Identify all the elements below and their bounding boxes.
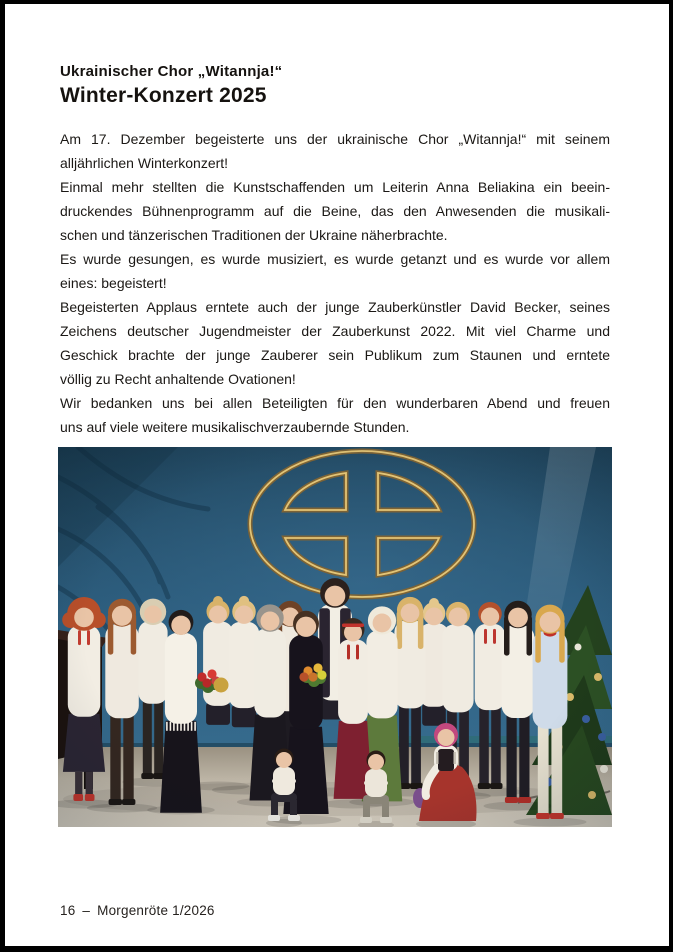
article-body	[60, 127, 610, 439]
body-line: Am 17. Dezember begeisterte uns der ukrainische Chor „Witannja!“ mit seinem	[60, 131, 610, 147]
footer-separator: –	[82, 903, 91, 918]
article-kicker: Ukrainischer Chor „Witannja!“	[60, 63, 283, 80]
body-line: uns auf viele weitere musikalischverzaubernde Stunden.	[60, 419, 410, 435]
body-line: Einmal mehr stellten die Kunstschaffenden um Leiterin Anna Beliakina ein beein-	[60, 179, 610, 195]
footer-issue: Morgenröte 1/2026	[97, 903, 215, 918]
footer-page-number: 16	[60, 903, 76, 918]
body-line: schen und tänzerischen Traditionen der Ukraine näherbrachte.	[60, 227, 448, 243]
body-line: Begeisterten Applaus erntete auch der junge Zauberkünstler David Becker, seines	[60, 299, 610, 315]
body-line: Geschick brachte der junge Zauberer sein Publikum zum Staunen und erntete	[60, 347, 610, 363]
body-line: Wir bedanken uns bei allen Beteiligten für den wunderbaren Abend und freuen	[60, 395, 610, 411]
body-line: Zeichens deutscher Jugendmeister der Zauberkunst 2022. Mit viel Charme und	[60, 323, 610, 339]
body-line: völlig zu Recht anhaltende Ovationen!	[60, 371, 296, 387]
page	[5, 4, 669, 946]
body-line: druckendes Bühnenprogramm auf die Beine, das den Anwesenden die musikali-	[60, 203, 610, 219]
body-line: Es wurde gesungen, es wurde musiziert, es wurde getanzt und es wurde vor allem	[60, 251, 610, 267]
concert-photo	[58, 447, 612, 827]
body-line: alljährlichen Winterkonzert!	[60, 155, 229, 171]
body-line: eines: begeistert!	[60, 275, 167, 291]
article-title: Winter-Konzert 2025	[60, 84, 267, 107]
page-footer	[60, 903, 215, 918]
